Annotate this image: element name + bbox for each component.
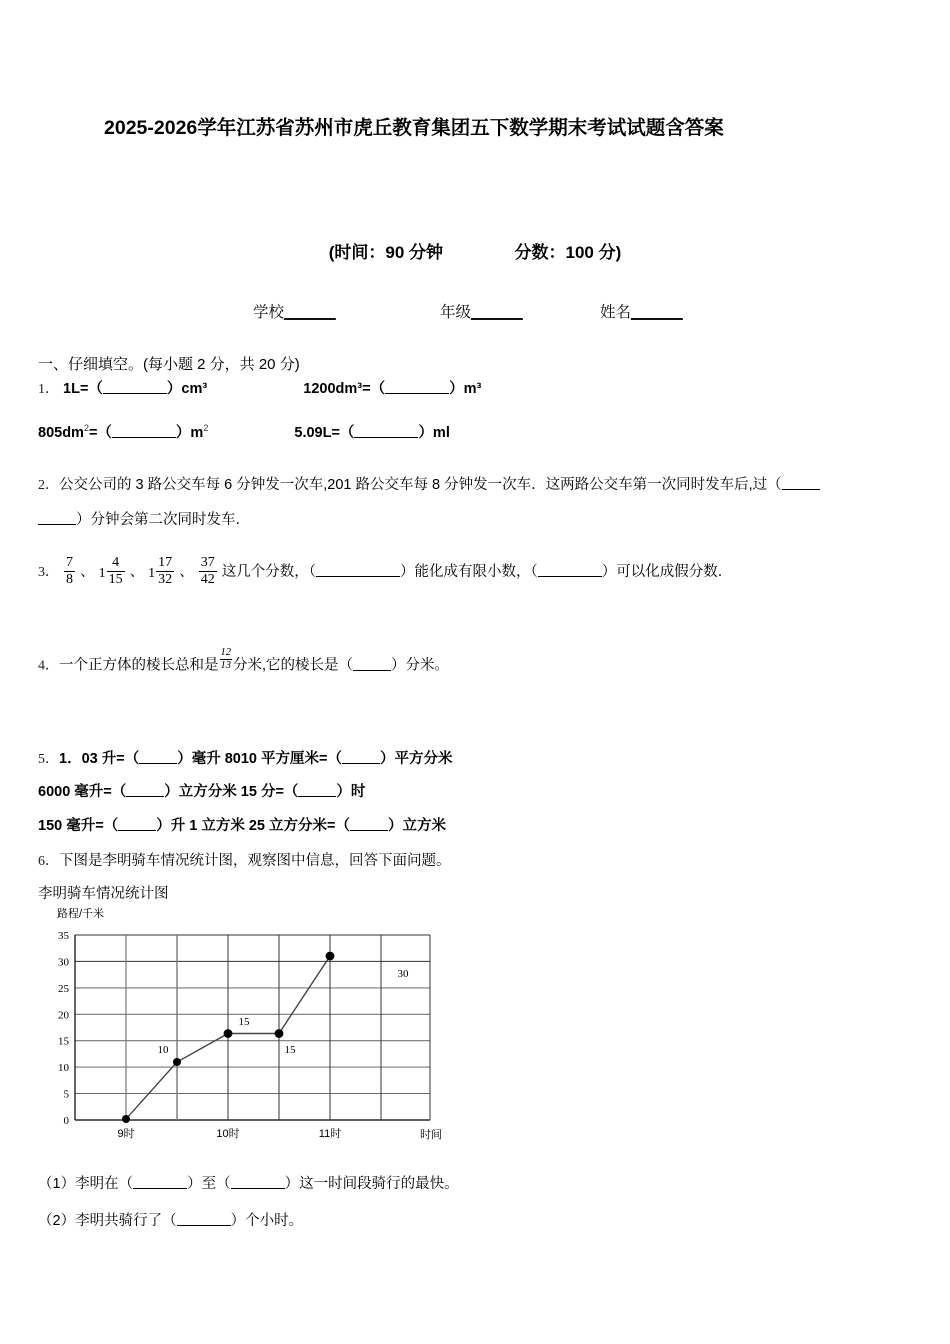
q6-sub2-end: ）个小时。 bbox=[230, 1213, 304, 1229]
svg-text:25: 25 bbox=[58, 982, 69, 995]
bike-distance-line-chart bbox=[45, 905, 475, 1150]
q5-text-1c: ）平方分米 bbox=[379, 751, 453, 767]
q5-blank-5 bbox=[118, 817, 156, 831]
question-2-line-1 bbox=[38, 473, 820, 494]
svg-text:0: 0 bbox=[63, 1115, 69, 1127]
q3-sep-1: 、 bbox=[80, 564, 95, 581]
q6-sub1-mid: ）至（ bbox=[187, 1176, 231, 1192]
school-field: 学校______ bbox=[253, 304, 336, 321]
q3-sep-3: 、 bbox=[179, 564, 194, 581]
svg-text:15: 15 bbox=[284, 1044, 296, 1056]
q4-text-b: ）分米。 bbox=[391, 657, 450, 674]
q3-text-a: 这几个分数，（ bbox=[221, 564, 316, 581]
q5-text-2c: ）时 bbox=[336, 784, 366, 800]
name-field: 姓名______ bbox=[600, 304, 683, 321]
q6-sub1-a: （1）李明在（ bbox=[38, 1176, 134, 1192]
q4-blank bbox=[353, 656, 391, 670]
q1-part-b-end: ）m³ bbox=[449, 381, 482, 397]
q2-blank bbox=[782, 476, 820, 490]
q6-sub1-blank-2 bbox=[231, 1175, 285, 1189]
svg-text:35: 35 bbox=[58, 930, 69, 942]
question-6-sub-1 bbox=[38, 1172, 459, 1193]
svg-text:15: 15 bbox=[238, 1016, 250, 1028]
q5-blank-4 bbox=[298, 783, 336, 797]
q5-blank-6 bbox=[350, 817, 388, 831]
q5-blank-3 bbox=[126, 783, 164, 797]
q3-text-b: ）能化成有限小数，（ bbox=[400, 564, 538, 581]
q1-part-d-end: ）ml bbox=[418, 425, 450, 441]
chart-x-tick-labels bbox=[117, 1126, 341, 1140]
q5-text-3a: 150 毫升=（ bbox=[38, 818, 119, 834]
q6-sub2-a: （2）李明共骑行了（ bbox=[38, 1213, 177, 1229]
exam-total-score: 分数：100 分) bbox=[514, 243, 622, 262]
page-title: 2025-2026学年江苏省苏州市虎丘教育集团五下数学期末考试试题含答案 bbox=[104, 117, 724, 139]
svg-text:10时: 10时 bbox=[216, 1128, 240, 1140]
name-blank: ______ bbox=[631, 304, 683, 321]
q3-sep-2: 、 bbox=[129, 564, 145, 581]
q3-blank-2 bbox=[538, 563, 602, 577]
chart-x-axis-label: 时间 bbox=[420, 1129, 442, 1141]
svg-text:20: 20 bbox=[58, 1009, 69, 1022]
q3-blank-1 bbox=[316, 563, 400, 577]
q1-part-c-mid: =（ bbox=[88, 425, 112, 441]
q5-blank-2 bbox=[342, 750, 380, 764]
question-4-line bbox=[38, 648, 449, 675]
section-1-heading: 一、仔细填空。(每小题 2 分，共 20 分) bbox=[38, 356, 300, 373]
q1-superscript-2: 2 bbox=[203, 423, 209, 434]
q5-text-3b: ）升 1 立方米 25 立方分米=（ bbox=[156, 818, 350, 834]
exam-duration: (时间：90 分钟 bbox=[328, 243, 444, 262]
question-5-line-2 bbox=[38, 780, 365, 801]
svg-text:10: 10 bbox=[58, 1062, 69, 1075]
question-6-sub-2 bbox=[38, 1209, 303, 1230]
q1-part-a: 1L=（ bbox=[63, 381, 103, 397]
svg-text:11时: 11时 bbox=[318, 1128, 342, 1140]
school-blank: ______ bbox=[284, 304, 336, 321]
q1-blank-c bbox=[112, 424, 176, 438]
q5-text-2a: 6000 毫升=（ bbox=[38, 784, 127, 800]
q1-part-c: 805dm bbox=[38, 425, 84, 441]
chart-y-tick-labels bbox=[58, 930, 70, 1127]
q1-blank-d bbox=[354, 424, 418, 438]
q3-fraction-4: $\frac{37}{42}$ bbox=[200, 555, 215, 587]
q1-part-c-end: ）m bbox=[175, 425, 204, 441]
question-1-number: 1． bbox=[38, 382, 59, 397]
q4-fraction: $\frac{12}{13}$ bbox=[220, 647, 231, 671]
q2-text-2: ）分钟会第二次同时发车． bbox=[76, 512, 250, 528]
chart-vertical-gridlines bbox=[75, 935, 430, 1120]
q3-fraction-3: 1 $\frac{17}{32}$ bbox=[148, 555, 173, 587]
q3-fraction-2: 1 $\frac{4}{15}$ bbox=[98, 555, 123, 587]
q6-sub2-blank bbox=[177, 1212, 231, 1226]
q4-text-pre: 一个正方体的棱长总和是 bbox=[59, 657, 219, 674]
question-5-line-3 bbox=[38, 814, 446, 835]
question-3-line bbox=[38, 556, 732, 588]
grade-blank: ______ bbox=[471, 304, 523, 321]
q3-fraction-1: $\frac{7}{8}$ bbox=[66, 555, 74, 587]
q1-part-a-end: ）cm³ bbox=[166, 381, 208, 397]
q1-part-d: 5.09L=（ bbox=[294, 425, 355, 441]
q1-blank-a bbox=[103, 380, 167, 394]
question-6-number: 6． bbox=[38, 854, 59, 869]
question-1-line-1 bbox=[38, 377, 481, 398]
q6-prompt-text: 下图是李明骑车情况统计图，观察图中信息，回答下面问题。 bbox=[59, 853, 451, 869]
question-6-prompt bbox=[38, 849, 451, 870]
svg-text:10: 10 bbox=[157, 1044, 169, 1056]
q6-sub1-end: ）这一时间段骑行的最快。 bbox=[284, 1176, 459, 1192]
chart-point-labels bbox=[158, 968, 410, 1056]
q2-text-1: 公交公司的 3 路公交车每 6 分钟发一次车,201 路公交车每 8 分钟发一次车．这两路公交车第一次同时发车后,过（ bbox=[59, 477, 782, 493]
q4-text-a: 分米,它的棱长是（ bbox=[233, 657, 354, 674]
chart-horizontal-gridlines bbox=[75, 935, 430, 1120]
question-4-number: 4． bbox=[38, 658, 59, 674]
q3-text-c: ）可以化成假分数． bbox=[601, 564, 733, 581]
q1-superscript-1: 2 bbox=[83, 423, 89, 434]
question-2-line-2 bbox=[38, 508, 250, 529]
svg-text:30: 30 bbox=[397, 968, 409, 980]
chart-caption: 李明骑车情况统计图 bbox=[38, 886, 169, 902]
q6-sub1-blank-1 bbox=[133, 1175, 187, 1189]
q5-text-2b: ）立方分米 15 分=（ bbox=[164, 784, 299, 800]
q2-blank-cont bbox=[38, 511, 76, 525]
q1-part-b: 1200dm³=（ bbox=[303, 381, 386, 397]
q5-text-3c: ）立方米 bbox=[387, 818, 446, 834]
chart-y-axis-label: 路程/千米 bbox=[57, 908, 105, 920]
exam-meta-line bbox=[0, 238, 950, 263]
question-2-number: 2． bbox=[38, 478, 59, 493]
q5-text-1b: ）毫升 8010 平方厘米=（ bbox=[177, 751, 342, 767]
q5-blank-1 bbox=[139, 750, 177, 764]
question-3-number: 3． bbox=[38, 565, 59, 581]
q1-blank-b bbox=[385, 380, 449, 394]
grade-field: 年级______ bbox=[440, 304, 523, 321]
svg-text:30: 30 bbox=[58, 956, 69, 969]
chart-svg bbox=[45, 905, 475, 1150]
question-1-line-2 bbox=[38, 421, 450, 442]
question-5-number: 5． bbox=[38, 752, 59, 767]
svg-text:9时: 9时 bbox=[117, 1128, 135, 1140]
svg-text:15: 15 bbox=[58, 1035, 69, 1048]
q5-text-1a: 1．03 升=（ bbox=[59, 751, 140, 767]
question-5-line-1 bbox=[38, 747, 452, 768]
svg-text:5: 5 bbox=[63, 1088, 69, 1101]
